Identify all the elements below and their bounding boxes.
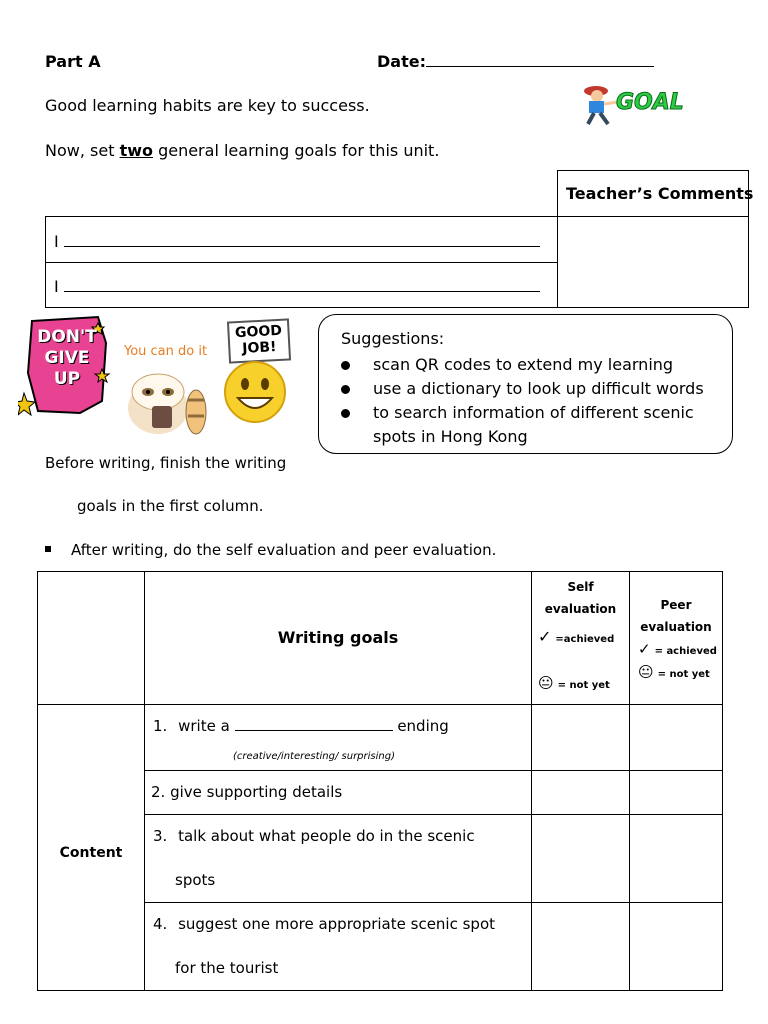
square-bullet-icon — [45, 546, 51, 552]
intro-line-2-post: general learning goals for this unit. — [152, 141, 440, 160]
self-achieved-legend — [538, 627, 614, 646]
peer-achieved-legend — [638, 639, 717, 658]
goal-item-1-post: ending — [392, 717, 449, 735]
writing-goals-heading: Writing goals — [277, 628, 399, 647]
self-evaluation-heading: Self evaluation — [544, 580, 617, 616]
suggestion-item — [341, 401, 726, 449]
goal-item-1-text — [153, 717, 449, 735]
peer-eval-cell-1[interactable] — [629, 704, 723, 771]
peer-achieved-text: = achieved — [654, 646, 717, 657]
evaluation-table — [37, 571, 723, 991]
teacher-comments-cell[interactable] — [557, 216, 749, 308]
goal-row-1-prefix: I — [54, 232, 59, 251]
eval-header-self — [531, 571, 630, 705]
teacher-comments-header — [557, 170, 754, 217]
suggestions-list — [341, 353, 726, 449]
intro-line-2-emphasis: two — [119, 141, 153, 160]
goal-item-2-label: give supporting details — [170, 783, 343, 801]
goal-row-1-line[interactable] — [64, 234, 540, 247]
goal-item-3-text-1: talk about what people do in the scenic — [178, 827, 475, 845]
goal-item-2-number: 2. — [151, 783, 166, 801]
goal-row-1 — [45, 216, 558, 263]
goal-image — [580, 82, 700, 126]
peer-eval-cell-4[interactable] — [629, 902, 723, 991]
smiley-face-icon — [218, 356, 293, 426]
check-icon: ✓ — [638, 640, 651, 658]
check-icon: ✓ — [538, 627, 552, 646]
intro-line-2 — [45, 141, 439, 160]
peer-not-yet-text: = not yet — [657, 669, 710, 680]
goal-item-3-text-2: spots — [175, 871, 216, 889]
goal-row-2 — [45, 262, 558, 308]
instruction-line-1: Before writing, finish the writing — [45, 454, 287, 472]
self-eval-cell-3[interactable] — [531, 814, 630, 903]
suggestion-item-text: to search information of different scenic spots in Hong Kong — [373, 403, 694, 446]
dont-give-up-text: DON'T GIVE UP — [37, 327, 97, 389]
goal-item-3 — [144, 814, 532, 903]
goal-image-text: GOAL — [616, 90, 684, 115]
you-can-do-it-sticker — [118, 336, 218, 436]
goal-item-4-text-2: for the tourist — [175, 959, 279, 977]
goal-item-1-pre: write a — [178, 717, 235, 735]
peer-evaluation-heading: Peer evaluation — [640, 598, 712, 634]
self-eval-cell-2[interactable] — [531, 770, 630, 815]
goal-item-2 — [144, 770, 532, 815]
teacher-comments-label: Teacher’s Comments — [566, 184, 754, 203]
self-achieved-text: =achieved — [555, 634, 615, 645]
goal-item-1 — [144, 704, 532, 771]
eval-header-peer — [629, 571, 723, 705]
goal-item-1-note: (creative/interesting/ surprising) — [233, 751, 395, 762]
neutral-face-icon: 😐 — [638, 663, 654, 681]
peer-eval-cell-2[interactable] — [629, 770, 723, 815]
intro-line-2-pre: Now, set — [45, 141, 120, 160]
neutral-face-icon: 😐 — [538, 674, 554, 692]
good-job-sticker — [218, 318, 293, 430]
instruction-line-1b: goals in the first column. — [77, 497, 264, 515]
goal-row-2-content — [54, 277, 540, 296]
peer-eval-cell-3[interactable] — [629, 814, 723, 903]
self-not-yet-text: = not yet — [557, 680, 610, 691]
goal-item-4-number: 4. — [153, 915, 168, 933]
goal-item-3-number: 3. — [153, 827, 168, 845]
goals-table — [45, 170, 754, 308]
goal-item-2-text — [151, 783, 342, 801]
raccoon-icon — [118, 362, 218, 436]
suggestion-item — [341, 377, 726, 401]
bullet-icon — [341, 409, 350, 418]
suggestions-box — [318, 314, 733, 454]
suggestion-item-text: scan QR codes to extend my learning — [373, 355, 674, 374]
goal-row-2-prefix: I — [54, 277, 59, 296]
eval-header-goals — [144, 571, 532, 705]
dont-give-up-sticker — [18, 313, 113, 425]
eval-header-blank — [37, 571, 145, 705]
date-field-line[interactable] — [426, 52, 654, 67]
suggestion-item — [341, 353, 726, 377]
good-job-text: GOOD JOB! — [234, 322, 283, 357]
category-label: Content — [59, 845, 123, 861]
date-label-text: Date: — [377, 52, 426, 71]
instruction-line-2 — [45, 541, 496, 559]
bullet-icon — [341, 361, 350, 370]
goal-item-1-number: 1. — [153, 717, 168, 735]
part-label: Part A — [45, 52, 101, 71]
you-can-do-it-text: You can do it — [124, 344, 208, 359]
peer-not-yet-legend — [638, 662, 710, 681]
self-eval-cell-4[interactable] — [531, 902, 630, 991]
goal-item-1-blank[interactable] — [235, 718, 393, 731]
suggestion-item-text: use a dictionary to look up difficult words — [373, 379, 704, 398]
category-cell — [37, 704, 145, 991]
suggestions-heading: Suggestions: — [341, 329, 445, 348]
goal-item-4-text-1: suggest one more appropriate scenic spot — [178, 915, 496, 933]
goal-item-4 — [144, 902, 532, 991]
bullet-icon — [341, 385, 350, 394]
goal-row-1-content — [54, 232, 540, 251]
goal-row-2-line[interactable] — [64, 279, 540, 292]
goal-item-3-line-1 — [153, 827, 475, 845]
goal-item-4-line-1 — [153, 915, 495, 933]
intro-line-1: Good learning habits are key to success. — [45, 96, 370, 115]
date-label — [377, 52, 654, 71]
instruction-line-2-text: After writing, do the self evaluation and peer evaluation. — [71, 541, 497, 559]
self-eval-cell-1[interactable] — [531, 704, 630, 771]
self-not-yet-legend — [538, 673, 610, 692]
